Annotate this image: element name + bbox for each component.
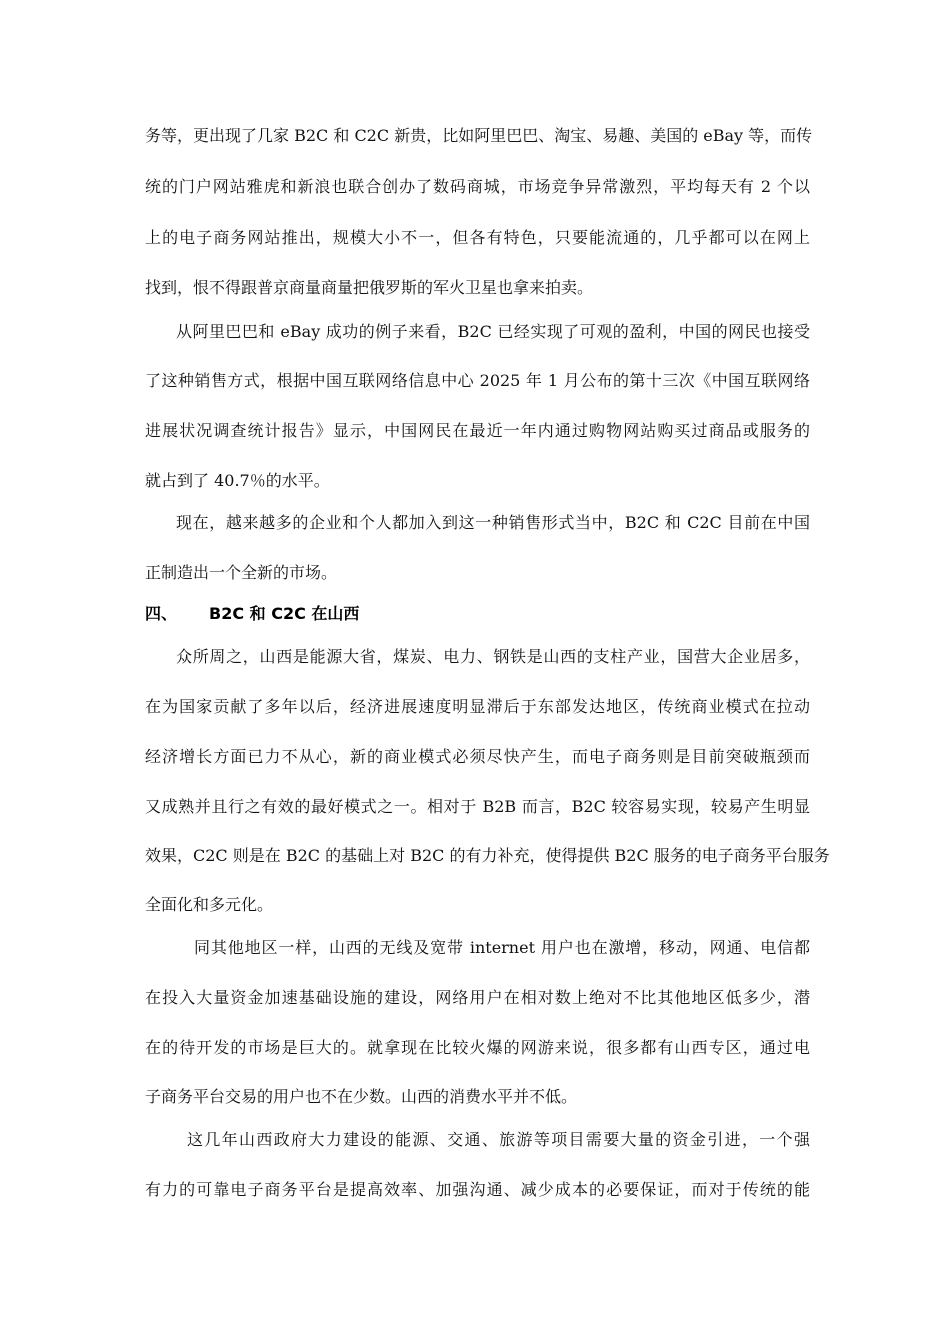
paragraph-6-line-1: 这几年山西政府大力建设的能源、交通、旅游等项目需要大量的资金引进，一个强	[187, 1130, 810, 1149]
paragraph-1-line-4: 找到，恨不得跟普京商量商量把俄罗斯的军火卫星也拿来拍卖。	[145, 278, 594, 297]
paragraph-4-line-3: 经济增长方面已力不从心，新的商业模式必须尽快产生，而电子商务则是目前突破瓶颈而	[145, 747, 810, 766]
paragraph-5-line-4: 子商务平台交易的用户也不在少数。山西的消费水平并不低。	[145, 1087, 578, 1106]
paragraph-1-line-3: 上的电子商务网站推出，规模大小不一，但各有特色，只要能流通的，几乎都可以在网上	[145, 228, 810, 247]
section-heading	[145, 604, 359, 624]
paragraph-6-line-2: 有力的可靠电子商务平台是提高效率、加强沟通、减少成本的必要保证，而对于传统的能	[145, 1180, 810, 1199]
paragraph-4-line-6: 全面化和多元化。	[145, 895, 274, 914]
paragraph-1-line-2: 统的门户网站雅虎和新浪也联合创办了数码商城，市场竞争异常激烈，平均每天有 2 个以	[145, 177, 810, 196]
paragraph-2-line-1: 从阿里巴巴和 eBay 成功的例子来看，B2C 已经实现了可观的盈利，中国的网民也接受	[176, 322, 810, 341]
paragraph-5-line-1: 同其他地区一样，山西的无线及宽带 internet 用户也在激增，移动，网通、电信都	[194, 938, 810, 957]
paragraph-2-line-4: 就占到了 40.7％的水平。	[145, 471, 330, 490]
paragraph-4-line-4: 又成熟并且行之有效的最好模式之一。相对于 B2B 而言，B2C 较容易实现，较易产生明显	[145, 797, 810, 816]
paragraph-1-line-1: 务等，更出现了几家 B2C 和 C2C 新贵，比如阿里巴巴、淘宝、易趣、美国的 eBay 等，而传	[145, 126, 813, 145]
paragraph-2-line-3: 进展状况调查统计报告》显示，中国网民在最近一年内通过购物网站购买过商品或服务的	[145, 421, 810, 440]
paragraph-5-line-3: 在的待开发的市场是巨大的。就拿现在比较火爆的网游来说，很多都有山西专区，通过电	[145, 1038, 810, 1057]
section-title: B2C 和 C2C 在山西	[209, 604, 360, 623]
paragraph-2-line-2: 了这种销售方式，根据中国互联网络信息中心 2025 年 1 月公布的第十三次《中国互联网络	[145, 371, 810, 390]
paragraph-4-line-1: 众所周之，山西是能源大省，煤炭、电力、钢铁是山西的支柱产业，国营大企业居多，	[176, 647, 810, 666]
paragraph-3-line-2: 正制造出一个全新的市场。	[145, 563, 338, 582]
paragraph-5-line-2: 在投入大量资金加速基础设施的建设，网络用户在相对数上绝对不比其他地区低多少，潜	[145, 988, 810, 1007]
paragraph-3-line-1: 现在，越来越多的企业和个人都加入到这一种销售形式当中，B2C 和 C2C 目前在中国	[176, 513, 810, 532]
section-number: 四、	[145, 604, 178, 623]
paragraph-4-line-5: 效果，C2C 则是在 B2C 的基础上对 B2C 的有力补充，使得提供 B2C 服务的电子商务平台服务	[145, 846, 830, 865]
paragraph-4-line-2: 在为国家贡献了多年以后，经济进展速度明显滞后于东部发达地区，传统商业模式在拉动	[145, 697, 810, 716]
